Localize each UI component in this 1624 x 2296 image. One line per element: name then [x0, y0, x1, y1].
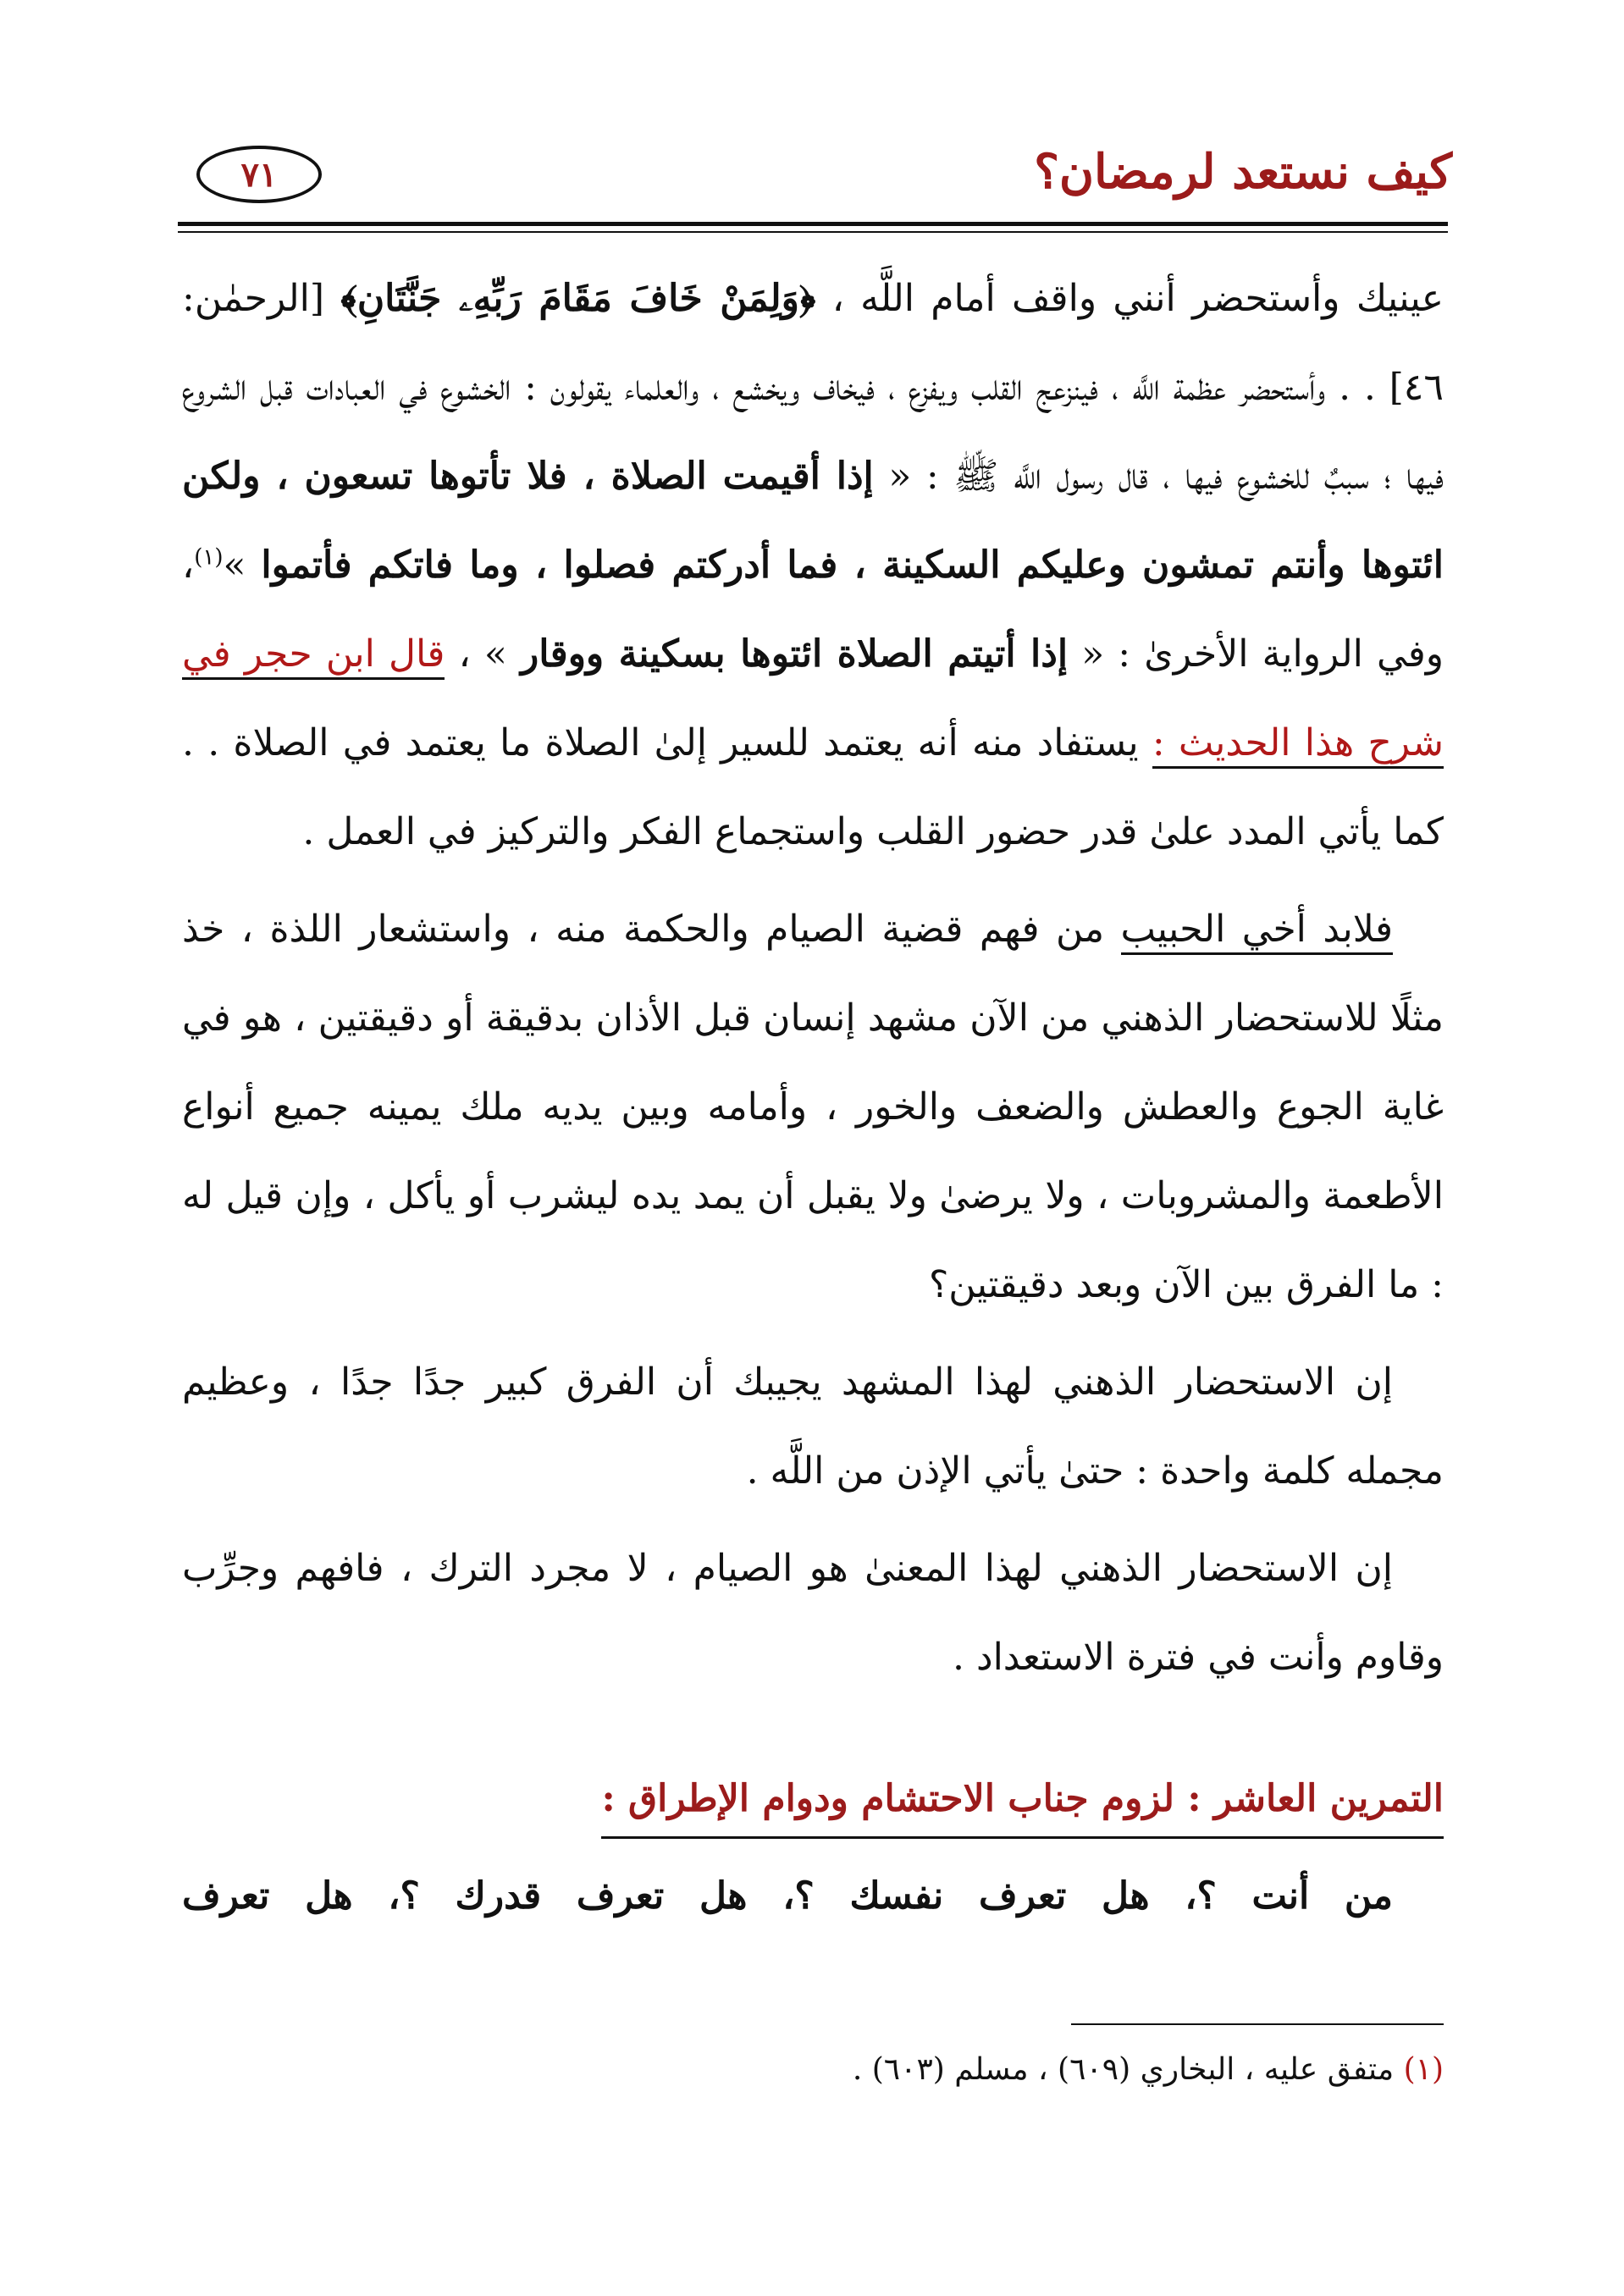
paragraph-3: إن الاستحضار الذهني لهذا المشهد يجيبك أن الفرق كبير جدًا جدًا ، وعظيم مجمله كلمة واحدة : حتىٰ يأتي الإذن من اللَّه .	[182, 1360, 1444, 1493]
paragraph-4: إن الاستحضار الذهني لهذا المعنىٰ هو الصيام ، لا مجرد الترك ، فافهم وجرِّب وقاوم وأنت في فترة الاستعداد .	[182, 1547, 1444, 1679]
header-rule-thick	[178, 222, 1448, 226]
quran-verse: ﴿وَلِمَنْ خَافَ مَقَامَ رَبِّهِۦ جَنَّتَانِ﴾	[340, 277, 816, 320]
page-header	[169, 127, 1452, 229]
header-rule-thin	[178, 231, 1448, 233]
underlined-phrase: فلابد أخي الحبيب	[1121, 908, 1393, 955]
exercise-heading: التمرين العاشر : لزوم جناب الاحتشام ودوام الإطراق :	[601, 1765, 1444, 1839]
running-title: كيف نستعد لرمضان؟	[1034, 144, 1452, 200]
footnote-marker: (١)	[194, 544, 224, 571]
footnote	[182, 2045, 1444, 2095]
hadith-quote: إذا أقيمت الصلاة ، فلا تأتوها تسعون ، ولكن ائتوها وأنتم تمشون وعليكم السكينة ، فما أدركتم فصلوا ، وما فاتكم فأتموا	[182, 455, 1444, 587]
page-number: ٧١	[196, 146, 322, 203]
paragraph-1: عينيك وأستحضر أنني واقف أمام اللَّه ، ﴿وَلِمَنْ خَافَ مَقَامَ رَبِّهِۦ جَنَّتَانِ﴾ [الرحمٰن: ٤٦] . . وأستحضر عظمة اللَّه ، فينزعج القلب ويفزع ، فيخاف ويخشع ، والعلماء يقولون : الخشوع في العبادات قبل الشروع فيها ؛ سببٌ للخشوع فيها ، قال رسول اللَّه ﷺ : « إذا أقيمت الصلاة ، فلا تأتوها تسعون ، ولكن ائتوها وأنتم تمشون وعليكم السكينة ، فما أدركتم فصلوا ، وما فاتكم فأتموا »$^{(١)}$، وفي الرواية الأخرىٰ : « إذا أتيتم الصلاة ائتوها بسكينة ووقار » ، قال ابن حجر في شرح هذا الحديث : يستفاد منه أنه يعتمد للسير إلىٰ الصلاة ما يعتمد في الصلاة . . كما يأتي المدد علىٰ قدر حضور القلب واستجماع الفكر والتركيز في العمل .	[182, 277, 1444, 853]
footnote-rule	[1071, 2023, 1444, 2025]
paragraph-2: فلابد أخي الحبيب من فهم قضية الصيام والحكمة منه ، واستشعار اللذة ، خذ مثلًا للاستحضار الذهني من الآن مشهد إنسان قبل الأذان بدقيقة أو دقيقتين ، هو في غاية الجوع والعطش والضعف والخور ، وأمامه وبين يديه ملك يمينه جميع أنواع الأطعمة والمشروبات ، ولا يرضىٰ ولا يقبل أن يمد يده ليشرب أو يأكل ، وإن قيل له : ما الفرق بين الآن وبعد دقيقتين؟	[182, 908, 1444, 1306]
ibn-hajar-heading: قال ابن حجر في شرح هذا الحديث :	[182, 632, 1444, 769]
final-line: من أنت ؟، هل تعرف نفسك ؟، هل تعرف قدرك ؟، هل تعرف	[182, 1874, 1393, 1918]
footnote-number: (١)	[1403, 2052, 1444, 2087]
footnote-text: متفق عليه ، البخاري (٦٠٩) ، مسلم (٦٠٣) .	[852, 2052, 1404, 2087]
hadith-quote-2: إذا أتيتم الصلاة ائتوها بسكينة ووقار	[521, 632, 1069, 676]
body-text	[182, 254, 1444, 1710]
